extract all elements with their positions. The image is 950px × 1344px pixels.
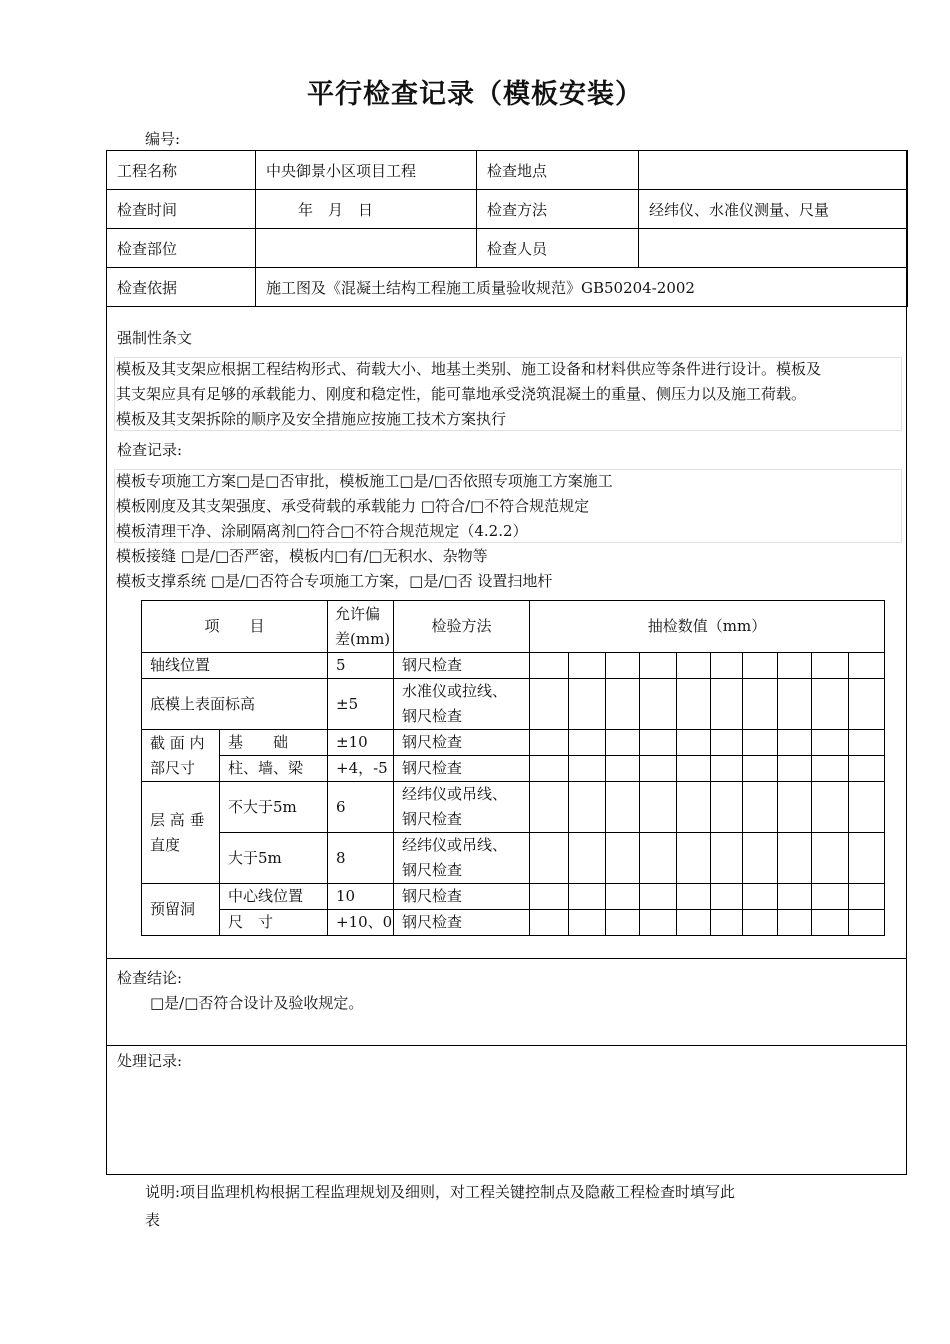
tolerance-cell: 8 — [328, 833, 394, 884]
method-cell: 钢尺检查 — [394, 884, 530, 910]
footnote-line: 表 — [145, 1211, 161, 1229]
method-line: 经纬仪或吊线、 — [402, 836, 508, 854]
sample-cell[interactable] — [530, 833, 569, 884]
sample-cell[interactable] — [569, 833, 606, 884]
conclusion-label: 检查结论: — [117, 969, 183, 987]
method-cell: 钢尺检查 — [394, 730, 530, 756]
method-line: 经纬仪或吊线、 — [402, 785, 508, 803]
sample-cell[interactable] — [677, 910, 711, 936]
sample-cell[interactable] — [569, 730, 606, 756]
sample-cell[interactable] — [640, 884, 677, 910]
sample-cell[interactable] — [606, 910, 640, 936]
sample-cell[interactable] — [812, 884, 849, 910]
sample-cell[interactable] — [640, 730, 677, 756]
mandatory-label: 强制性条文 — [117, 329, 193, 347]
mandatory-line: 模板及其支架拆除的顺序及安全措施应按施工技术方案执行 — [116, 410, 507, 428]
sample-cell[interactable] — [812, 910, 849, 936]
group-line: 截 面 内 — [150, 733, 205, 752]
sample-cell[interactable] — [677, 782, 711, 833]
method-cell: 钢尺检查 — [394, 653, 530, 679]
sample-cell[interactable] — [849, 782, 885, 833]
sample-cell[interactable] — [711, 679, 743, 730]
table-row — [142, 679, 885, 730]
sample-cell[interactable] — [849, 679, 885, 730]
sample-cell[interactable] — [849, 730, 885, 756]
sample-cell[interactable] — [812, 782, 849, 833]
table-row — [142, 833, 885, 884]
method-cell — [394, 782, 530, 833]
sample-cell[interactable] — [743, 756, 778, 782]
sample-cell[interactable] — [778, 679, 812, 730]
sub-item-cell: 中心线位置 — [220, 884, 328, 910]
sample-cell[interactable] — [606, 679, 640, 730]
tolerance-cell: ±10 — [328, 730, 394, 756]
sample-cell[interactable] — [743, 653, 778, 679]
sub-item-cell: 柱、墙、梁 — [220, 756, 328, 782]
col-tolerance-line: 差(mm) — [335, 629, 391, 648]
sample-cell[interactable] — [743, 884, 778, 910]
sample-cell[interactable] — [606, 833, 640, 884]
tolerance-cell: +4，-5 — [328, 756, 394, 782]
basis-value[interactable]: 施工图及《混凝土结构工程施工质量验收规范》GB50204-2002 — [256, 268, 908, 307]
col-tolerance-line: 允许偏 — [335, 604, 381, 623]
handling-label: 处理记录: — [117, 1052, 183, 1070]
table-row — [142, 782, 885, 833]
inspector-value[interactable] — [639, 229, 908, 268]
item-cell: 底模上表面标高 — [142, 679, 328, 730]
sample-cell[interactable] — [743, 679, 778, 730]
project-name-label: 工程名称 — [107, 151, 256, 190]
method-cell: 钢尺检查 — [394, 910, 530, 936]
sample-cell[interactable] — [569, 910, 606, 936]
sample-cell[interactable] — [711, 756, 743, 782]
tolerance-cell: 5 — [328, 653, 394, 679]
sample-cell[interactable] — [530, 730, 569, 756]
code-label: 编号: — [145, 130, 181, 148]
footnote-line: 说明:项目监理机构根据工程监理规划及细则，对工程关键控制点及隐蔽工程检查时填写此 — [145, 1183, 736, 1201]
sample-cell[interactable] — [677, 653, 711, 679]
tolerance-cell: 10 — [328, 884, 394, 910]
group-cell — [142, 782, 220, 884]
inspector-label: 检查人员 — [477, 229, 639, 268]
item-cell: 轴线位置 — [142, 653, 328, 679]
sample-cell[interactable] — [569, 653, 606, 679]
inspect-method-value[interactable]: 经纬仪、水准仪测量、尺量 — [639, 190, 908, 229]
sample-cell[interactable] — [778, 756, 812, 782]
sample-cell[interactable] — [569, 679, 606, 730]
inspect-place-value[interactable] — [639, 151, 908, 190]
group-line: 层 高 垂 — [150, 810, 205, 829]
mandatory-line: 其支架应具有足够的承载能力、刚度和稳定性，能可靠地承受浇筑混凝土的重量、侧压力以及施工荷载。 — [116, 385, 807, 403]
tolerance-cell: ±5 — [328, 679, 394, 730]
sample-cell[interactable] — [640, 679, 677, 730]
header-table — [106, 150, 908, 307]
sample-cell[interactable] — [778, 910, 812, 936]
basis-label: 检查依据 — [107, 268, 256, 307]
page-title: 平行检查记录（模板安装） — [307, 79, 643, 110]
handling-area[interactable] — [107, 1075, 906, 1173]
sample-cell[interactable] — [849, 833, 885, 884]
sample-cell[interactable] — [606, 782, 640, 833]
sample-cell[interactable] — [743, 730, 778, 756]
sample-cell[interactable] — [677, 884, 711, 910]
record-line[interactable]: 模板专项施工方案□是□否审批，模板施工□是/□否依照专项施工方案施工 — [116, 472, 613, 490]
sample-cell[interactable] — [849, 884, 885, 910]
sample-cell[interactable] — [778, 782, 812, 833]
sample-cell[interactable] — [711, 884, 743, 910]
sample-cell[interactable] — [569, 884, 606, 910]
conclusion-text[interactable]: □是/□否符合设计及验收规定。 — [150, 994, 364, 1012]
sample-cell[interactable] — [812, 730, 849, 756]
sample-cell[interactable] — [711, 653, 743, 679]
sample-cell[interactable] — [606, 756, 640, 782]
sample-cell[interactable] — [640, 756, 677, 782]
sample-cell[interactable] — [849, 756, 885, 782]
table-row — [142, 730, 885, 756]
inspect-method-label: 检查方法 — [477, 190, 639, 229]
table-row — [142, 910, 885, 936]
sample-cell[interactable] — [812, 833, 849, 884]
sample-cell[interactable] — [677, 756, 711, 782]
record-line[interactable]: 模板支撑系统 □是/□否符合专项施工方案，□是/□否 设置扫地杆 — [116, 572, 553, 590]
project-name-value[interactable]: 中央御景小区项目工程 — [256, 151, 477, 190]
sample-cell[interactable] — [606, 884, 640, 910]
sample-cell[interactable] — [778, 884, 812, 910]
inspect-part-value[interactable] — [256, 229, 477, 268]
record-line[interactable]: 模板刚度及其支架强度、承受荷载的承载能力 □符合/□不符合规范规定 — [116, 497, 590, 515]
sample-cell[interactable] — [743, 782, 778, 833]
method-line: 钢尺检查 — [402, 707, 463, 725]
group-line: 部尺寸 — [150, 758, 196, 777]
mandatory-line: 模板及其支架应根据工程结构形式、荷载大小、地基土类别、施工设备和材料供应等条件进行设计。模板及 — [116, 360, 822, 378]
inspect-part-label: 检查部位 — [107, 229, 256, 268]
sample-cell[interactable] — [812, 756, 849, 782]
sample-cell[interactable] — [530, 653, 569, 679]
sample-cell[interactable] — [640, 782, 677, 833]
record-label: 检查记录: — [117, 441, 183, 459]
sample-cell[interactable] — [530, 756, 569, 782]
sample-cell[interactable] — [711, 910, 743, 936]
col-tolerance-header — [328, 601, 394, 653]
sample-cell[interactable] — [711, 833, 743, 884]
col-method-header: 检验方法 — [394, 601, 530, 653]
footnote — [145, 1178, 825, 1234]
sample-cell[interactable] — [743, 833, 778, 884]
tolerance-cell: 6 — [328, 782, 394, 833]
sample-cell[interactable] — [640, 910, 677, 936]
sub-item-cell: 大于5m — [220, 833, 328, 884]
sample-cell[interactable] — [849, 653, 885, 679]
sample-cell[interactable] — [530, 884, 569, 910]
record-line[interactable]: 模板清理干净、涂刷隔离剂□符合□不符合规范规定（4.2.2） — [116, 522, 528, 540]
table-row — [142, 653, 885, 679]
sample-cell[interactable] — [569, 756, 606, 782]
sample-cell[interactable] — [778, 730, 812, 756]
inspect-place-label: 检查地点 — [477, 151, 639, 190]
col-item-header: 项 目 — [142, 601, 328, 653]
sub-item-cell: 基 础 — [220, 730, 328, 756]
method-cell: 钢尺检查 — [394, 756, 530, 782]
sample-cell[interactable] — [778, 653, 812, 679]
sample-cell[interactable] — [778, 833, 812, 884]
record-line[interactable]: 模板接缝 □是/□否严密，模板内□有/□无积水、杂物等 — [116, 547, 488, 565]
sample-cell[interactable] — [606, 730, 640, 756]
section-divider — [106, 1045, 907, 1046]
sample-cell[interactable] — [743, 910, 778, 936]
sample-cell[interactable] — [711, 782, 743, 833]
section-divider — [106, 958, 907, 959]
tolerance-cell: +10、0 — [328, 910, 394, 936]
sample-cell[interactable] — [530, 679, 569, 730]
col-sample-header: 抽检数值（mm） — [530, 601, 885, 653]
table-row — [142, 756, 885, 782]
measurement-table — [141, 600, 885, 936]
inspect-time-label: 检查时间 — [107, 190, 256, 229]
method-line: 钢尺检查 — [402, 861, 463, 879]
sample-cell[interactable] — [606, 653, 640, 679]
group-cell — [142, 730, 220, 782]
sample-cell[interactable] — [677, 730, 711, 756]
group-cell: 预留洞 — [142, 884, 220, 936]
group-line: 直度 — [150, 835, 181, 854]
sample-cell[interactable] — [640, 653, 677, 679]
sample-cell[interactable] — [640, 833, 677, 884]
sample-cell[interactable] — [530, 782, 569, 833]
sample-cell[interactable] — [569, 782, 606, 833]
method-cell — [394, 679, 530, 730]
sample-cell[interactable] — [677, 679, 711, 730]
sample-cell[interactable] — [812, 679, 849, 730]
sample-cell[interactable] — [812, 653, 849, 679]
sub-item-cell: 不大于5m — [220, 782, 328, 833]
table-row — [142, 884, 885, 910]
method-cell — [394, 833, 530, 884]
sub-item-cell: 尺 寸 — [220, 910, 328, 936]
sample-cell[interactable] — [530, 910, 569, 936]
method-line: 水准仪或拉线、 — [402, 682, 508, 700]
method-line: 钢尺检查 — [402, 810, 463, 828]
sample-cell[interactable] — [849, 910, 885, 936]
sample-cell[interactable] — [711, 730, 743, 756]
sample-cell[interactable] — [677, 833, 711, 884]
inspect-time-value[interactable]: 年 月 日 — [256, 190, 477, 229]
